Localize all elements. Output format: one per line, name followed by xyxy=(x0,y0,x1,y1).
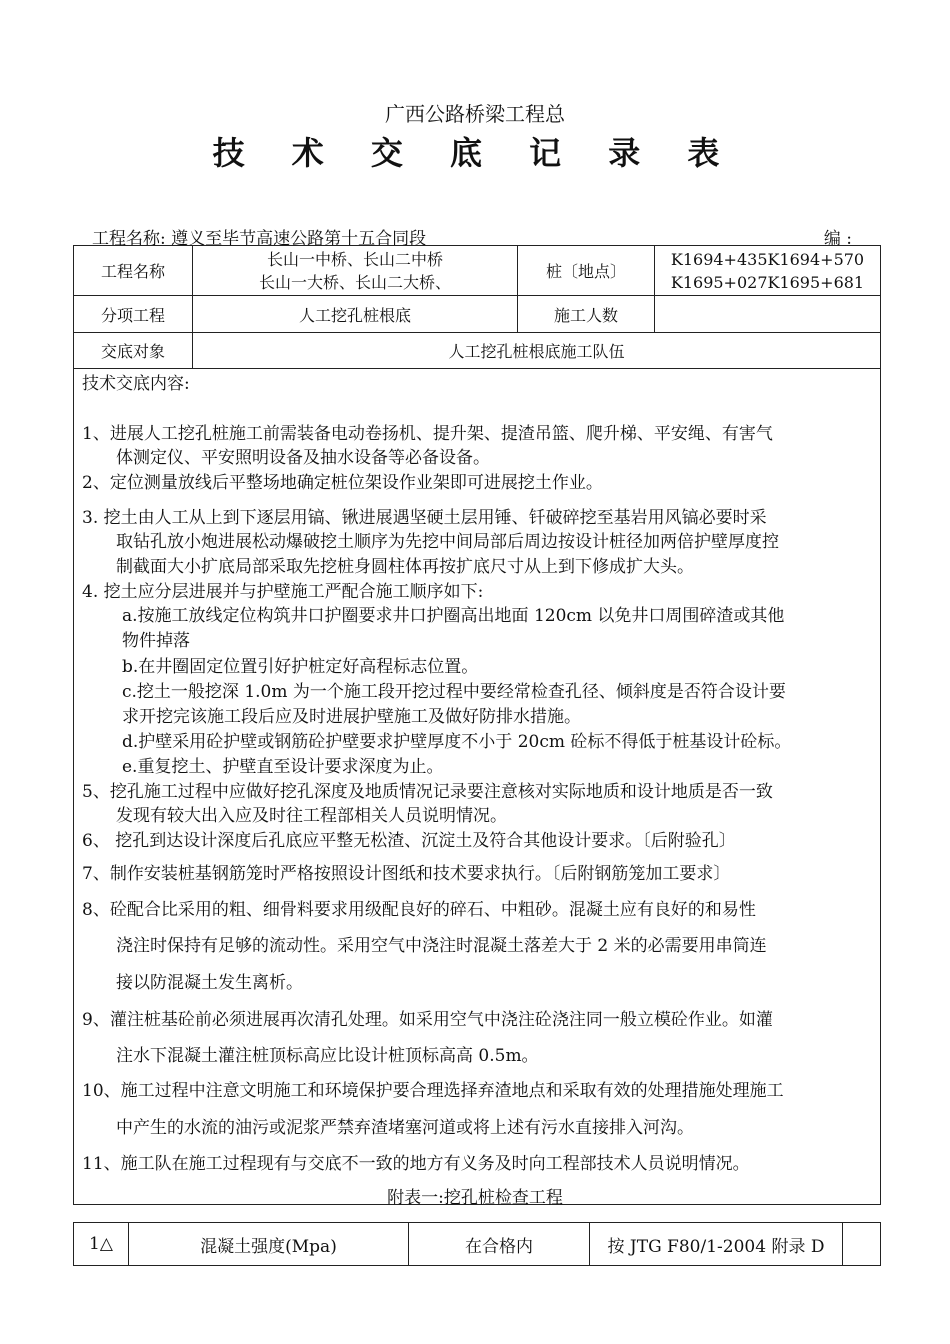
item-4: 4. 挖土应分层进展并与护壁施工严配合施工顺序如下: xyxy=(82,582,484,602)
item-9-line-2: 注水下混凝土灌注桩顶标高应比设计桩顶标高高 0.5m。 xyxy=(116,1046,539,1066)
item-5-line-1: 5、挖孔施工过程中应做好挖孔深度及地质情况记录要注意核对实际地质和设计地质是否一致 xyxy=(82,782,773,802)
item-1-line-1: 1、进展人工挖孔桩施工前需装备电动卷扬机、提升架、提渣吊篮、爬升梯、平安绳、有害气 xyxy=(82,424,773,444)
subproject-value: 人工挖孔桩根底 xyxy=(193,296,518,333)
subproject-label: 分项工程 xyxy=(74,296,193,333)
item-2: 2、定位测量放线后平整场地确定桩位架设作业架即可进展挖土作业。 xyxy=(82,473,603,493)
content-heading: 技术交底内容: xyxy=(82,374,190,394)
item-4a-line-2: 物件掉落 xyxy=(122,631,190,651)
appendix-cell-weight xyxy=(843,1223,881,1266)
item-5-line-2: 发现有较大出入应及时往工程部相关人员说明情况。 xyxy=(116,806,507,826)
item-8-line-2: 浇注时保持有足够的流动性。采用空气中浇注时混凝土落差大于 2 米的必需要用串筒连 xyxy=(116,936,767,956)
appendix-cell-no: 1△ xyxy=(74,1223,129,1266)
pile-location-line2: K1695+027K1695+681 xyxy=(670,272,865,292)
item-10-line-2: 中产生的水流的油污或泥浆严禁弃渣堵塞河道或将上述有污水直接排入河沟。 xyxy=(116,1118,694,1138)
item-4d: d.护壁采用砼护壁或钢筋砼护壁要求护壁厚度不小于 20cm 砼标不得低于桩基设计砼标。 xyxy=(122,732,792,752)
item-7: 7、制作安装桩基钢筋笼时严格按照设计图纸和技术要求执行。〔后附钢筋笼加工要求〕 xyxy=(82,864,731,884)
item-3-line-3: 制截面大小扩底局部采取先挖桩身圆柱体再按扩底尺寸从上到下修成扩大头。 xyxy=(116,557,694,577)
pile-location-value xyxy=(655,246,881,296)
item-4e: e.重复挖土、护壁直至设计要求深度为止。 xyxy=(122,757,444,777)
appendix-cell-method: 按 JTG F80/1-2004 附录 D xyxy=(590,1223,843,1266)
item-8-line-1: 8、砼配合比采用的粗、细骨料要求用级配良好的碎石、中粗砂。混凝土应有良好的和易性 xyxy=(82,900,756,920)
item-4b: b.在井圈固定位置引好护桩定好高程标志位置。 xyxy=(122,657,479,677)
workers-value xyxy=(655,296,881,333)
target-value: 人工挖孔桩根底施工队伍 xyxy=(193,333,881,369)
appendix-title: 附表一:挖孔桩检查工程 xyxy=(387,1188,563,1208)
project-name-line1: 长山一中桥、长山二中桥 xyxy=(266,249,443,269)
item-4c-line-1: c.挖土一般挖深 1.0m 为一个施工段开挖过程中要经常检查孔径、倾斜度是否符合设计要 xyxy=(122,682,786,702)
item-3-line-1: 3. 挖土由人工从上到下逐层用镐、锹进展遇坚硬土层用锤、钎破碎挖至基岩用风镐必要时采 xyxy=(82,508,767,528)
project-name-label: 工程名称 xyxy=(74,246,193,296)
item-4c-line-2: 求开挖完该施工段后应及时进展护壁施工及做好防排水措施。 xyxy=(122,707,581,727)
item-3-line-2: 取钻孔放小炮进展松动爆破挖土顺序为先挖中间局部后周边按设计桩径加两倍护壁厚度控 xyxy=(116,532,779,552)
pile-location-label: 桩〔地点〕 xyxy=(518,246,655,296)
item-8-line-3: 接以防混凝土发生离析。 xyxy=(116,973,303,993)
appendix-table xyxy=(73,1222,881,1266)
item-1-line-2: 体测定仪、平安照明设备及抽水设备等必备设备。 xyxy=(116,448,490,468)
info-row-project xyxy=(74,246,881,296)
code-label: 编 : xyxy=(823,229,852,249)
item-6: 6、 挖孔到达设计深度后孔底应平整无松渣、沉淀土及符合其他设计要求。〔后附验孔〕 xyxy=(82,831,736,851)
item-9-line-1: 9、灌注桩基砼前必须进展再次清孔处理。如采用空气中浇注砼浇注同一般立模砼作业。如灌 xyxy=(82,1010,773,1030)
appendix-row xyxy=(74,1223,881,1266)
project-name-line2: 长山一大桥、长山二大桥、 xyxy=(258,272,451,292)
target-label: 交底对象 xyxy=(74,333,193,369)
item-4a-line-1: a.按施工放线定位构筑井口护圈要求井口护圈高出地面 120cm 以免井口周围碎渣或其他 xyxy=(122,606,785,626)
pile-location-line1: K1694+435K1694+570 xyxy=(670,249,865,269)
organization-name: 广西公路桥梁工程总 xyxy=(385,102,565,126)
document-title: 技 术 交 底 记 录 表 xyxy=(212,134,738,172)
item-10-line-1: 10、施工过程中注意文明施工和环境保护要合理选择弃渣地点和采取有效的处理措施处理施工 xyxy=(82,1081,784,1101)
appendix-cell-requirement: 在合格内 xyxy=(409,1223,590,1266)
info-row-target xyxy=(74,333,881,369)
info-row-subproject xyxy=(74,296,881,333)
info-table xyxy=(73,245,881,369)
project-label: 工程名称: 遵义至毕节高速公路第十五合同段 xyxy=(92,229,427,249)
workers-label: 施工人数 xyxy=(518,296,655,333)
project-name-value xyxy=(193,246,518,296)
appendix-cell-item: 混凝土强度(Mpa) xyxy=(129,1223,409,1266)
item-11: 11、施工队在施工过程现有与交底不一致的地方有义务及时向工程部技术人员说明情况。 xyxy=(82,1154,750,1174)
